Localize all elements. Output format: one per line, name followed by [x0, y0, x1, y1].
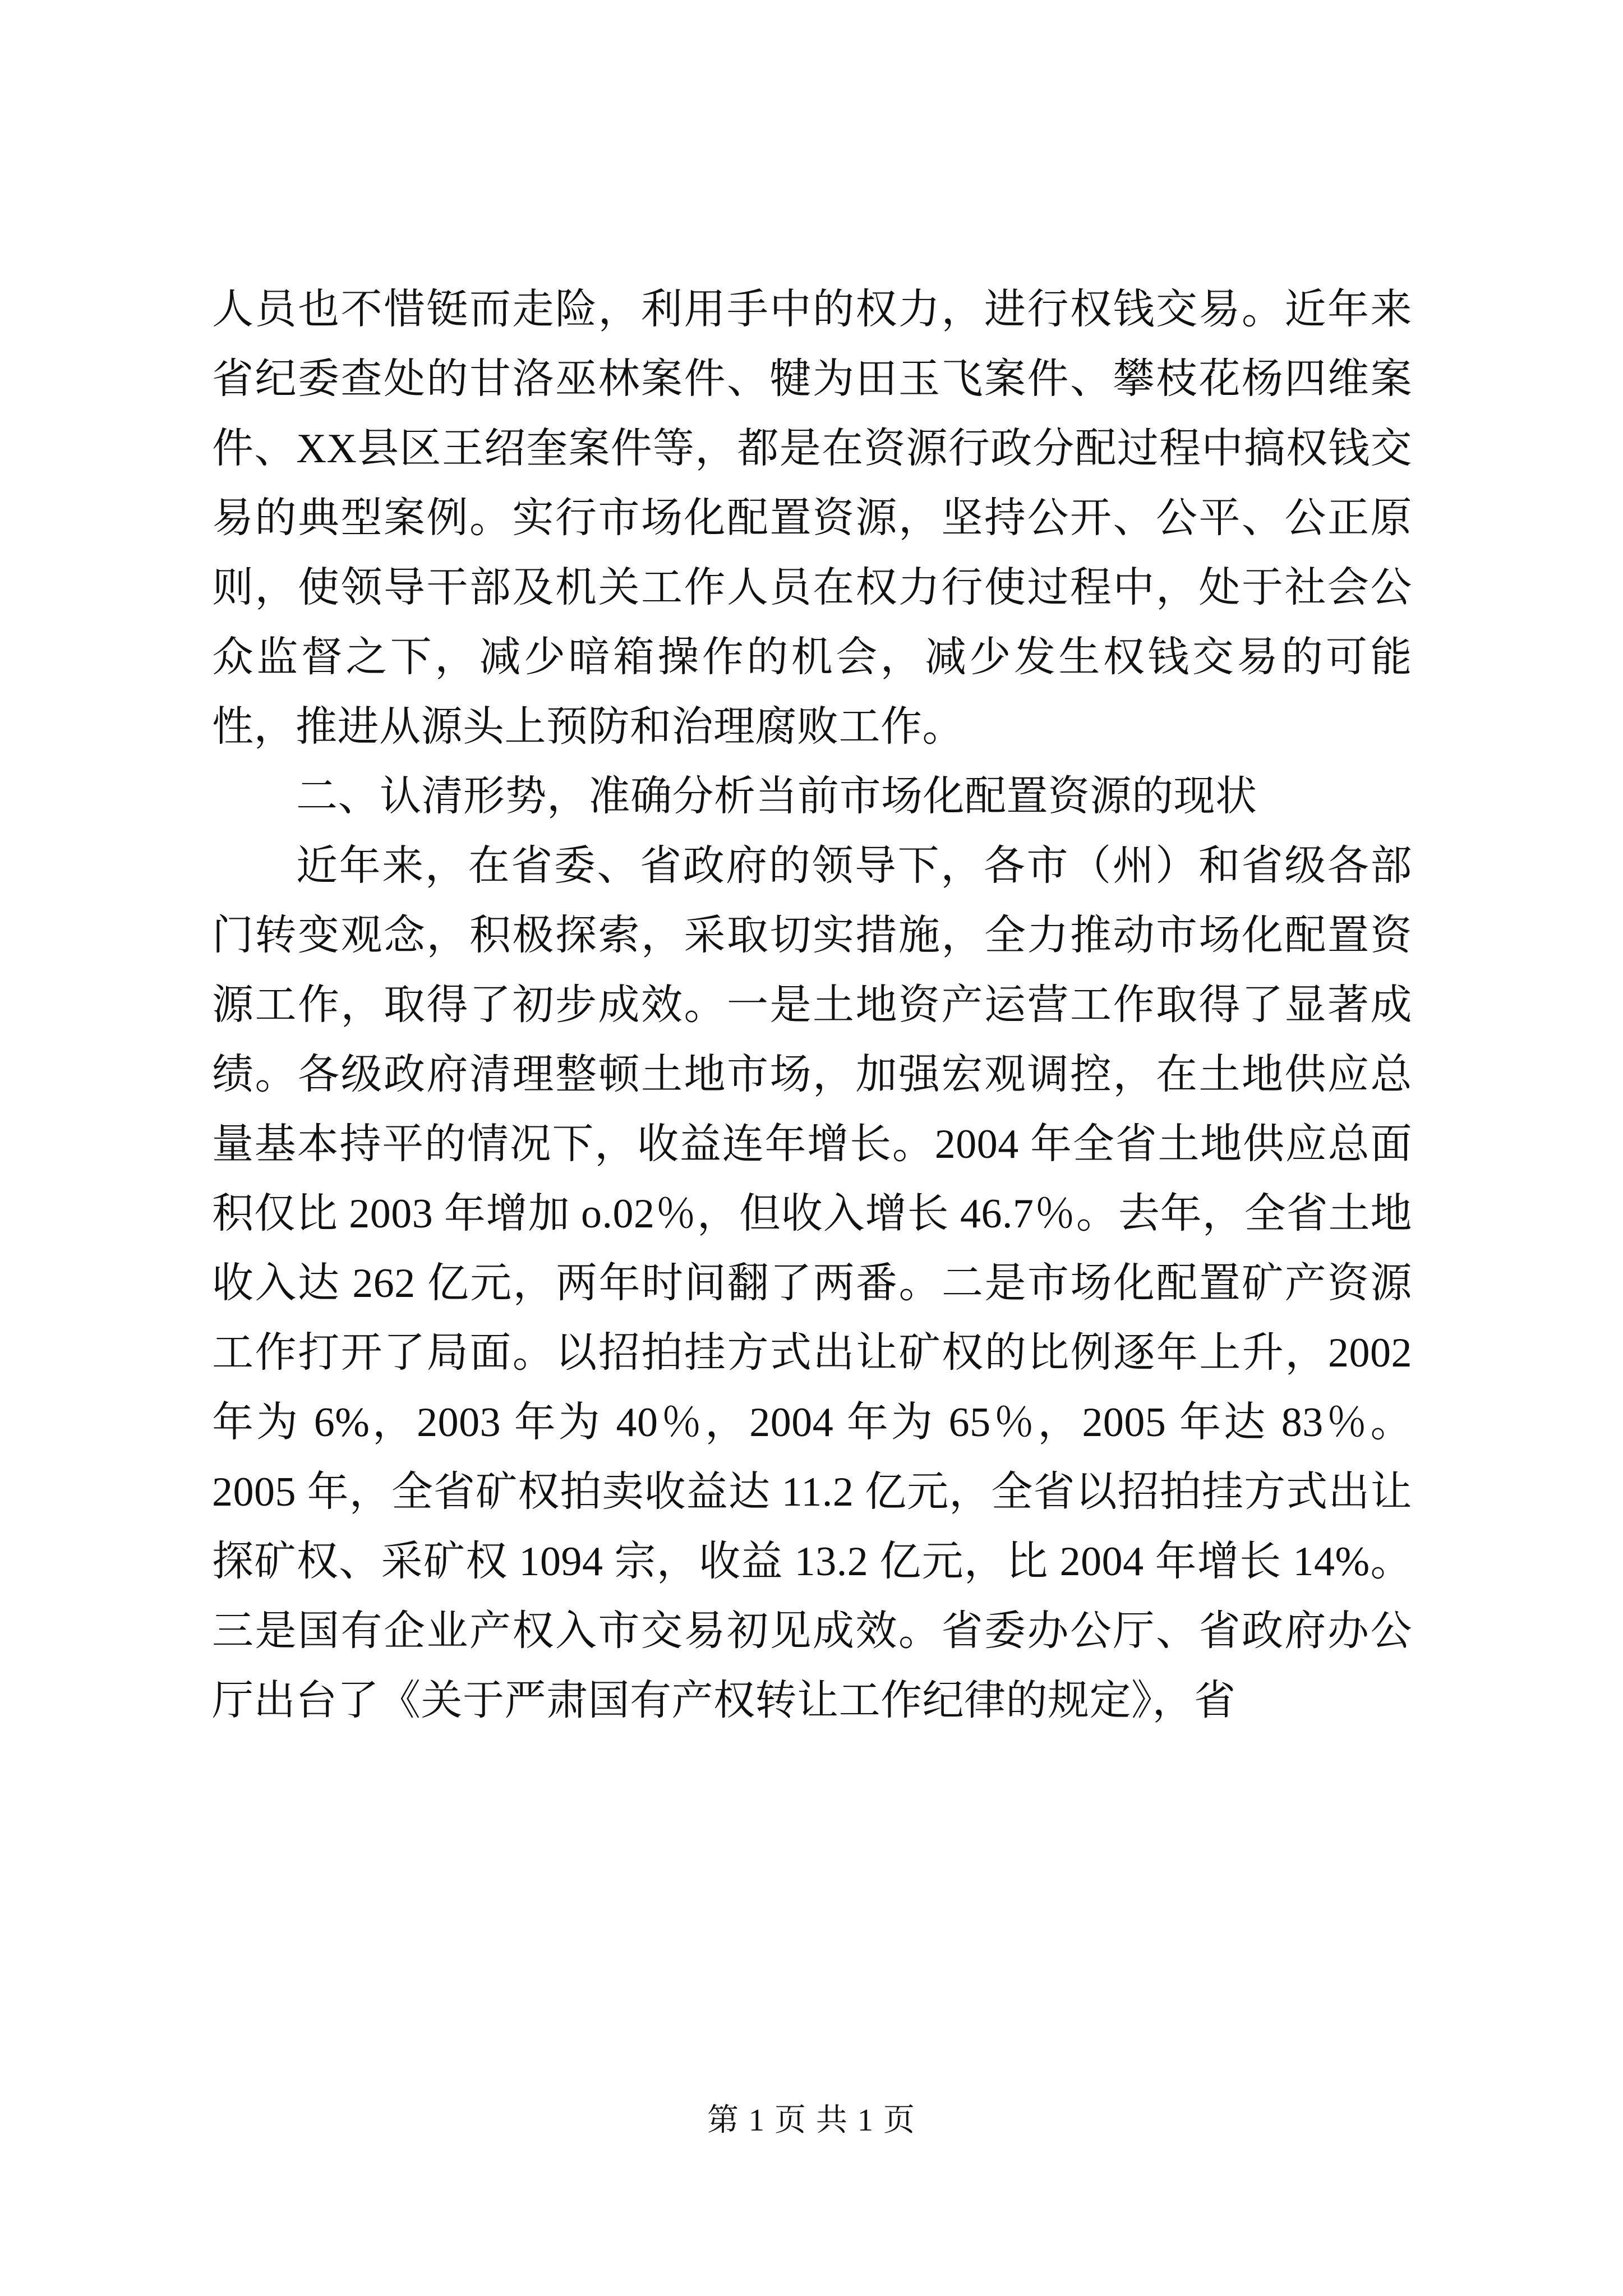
paragraph-1: 人员也不惜铤而走险，利用手中的权力，进行权钱交易。近年来省纪委查处的甘洛巫林案件、犍为田玉飞案件、攀枝花杨四维案件、XX县区王绍奎案件等，都是在资源行政分配过程中搞权钱交易的典型案例。实行市场化配置资源，坚持公开、公平、公正原则，使领导干部及机关工作人员在权力行使过程中，处于社会公众监督之下，减少暗箱操作的机会，减少发生权钱交易的可能性，推进从源头上预防和治理腐败工作。 — [212, 287, 1412, 750]
document-body — [212, 275, 1412, 1736]
paragraph-2-heading: 二、认清形势，准确分析当前市场化配置资源的现状 — [296, 774, 1257, 820]
paragraph-3: 近年来，在省委、省政府的领导下，各市（州）和省级各部门转变观念，积极探索，采取切实措施，全力推动市场化配置资源工作，取得了初步成效。一是土地资产运营工作取得了显著成绩。各级政府清理整顿土地市场，加强宏观调控，在土地供应总量基本持平的情况下，收益连年增长。2004 年全省土地供应总面积仅比 2003 年增加 o.02％，但收入增长 46.7％。去年，全省土地收入达 262 亿元，两年时间翻了两番。二是市场化配置矿产资源工作打开了局面。以招拍挂方式出让矿权的比例逐年上升，2002 年为 6%，2003 年为 40％，2004 年为 65％，2005 年达 83％。2005 年，全省矿权拍卖收益达 11.2 亿元，全省以招拍挂方式出让探矿权、采矿权 1094 宗，收益 13.2 亿元，比 2004 年增长 14%。三是国有企业产权入市交易初见成效。省委办公厅、省政府办公厅出台了《关于严肃国有产权转让工作纪律的规定》，省 — [212, 843, 1412, 1724]
page-footer: 第 1 页 共 1 页 — [707, 2103, 916, 2138]
